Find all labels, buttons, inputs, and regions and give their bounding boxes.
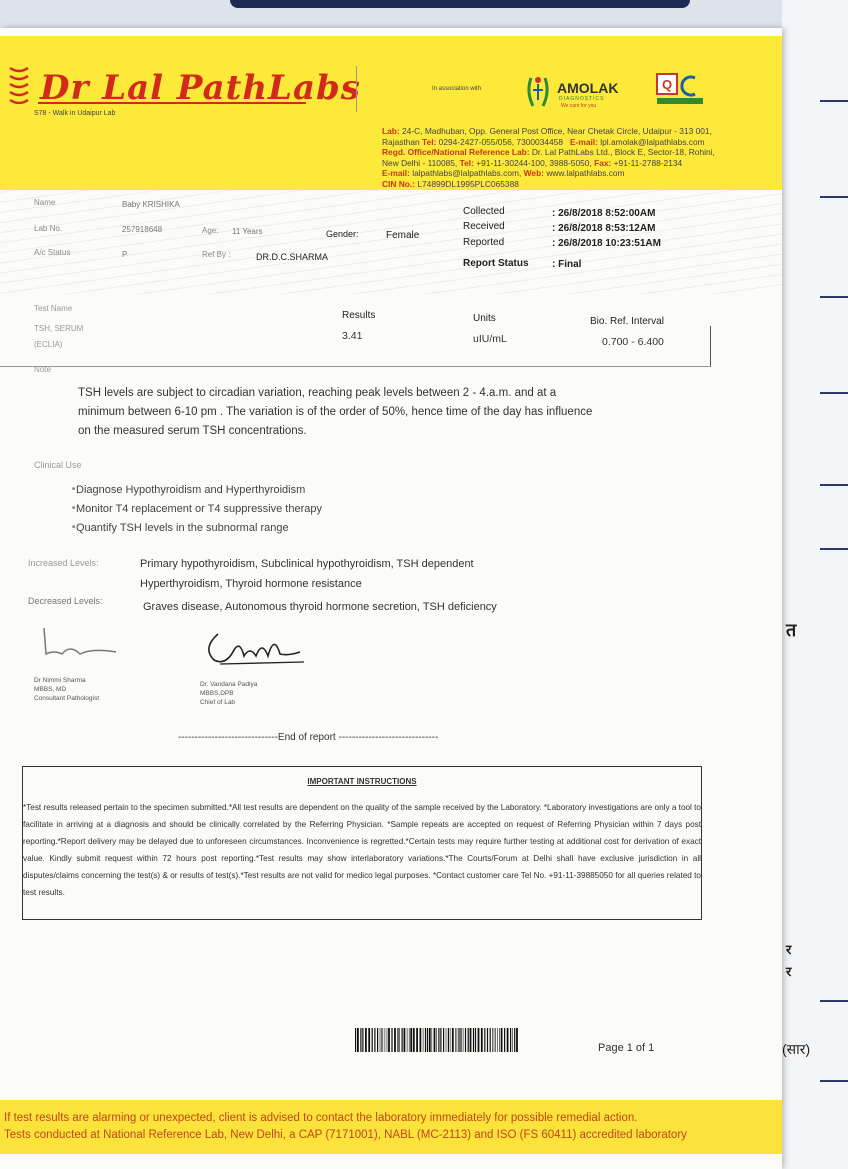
test-name-header: Test Name [34,304,73,313]
lab-address-block: Lab: 24-C, Madhuban, Opp. General Post Office, Near Chetak Circle, Udaipur - 313 001, Rajasthan Tel: 0294-2427-055/056, 7300034458 E-mail: lpl.amolak@lalpathlabs.com Regd. Office/National Reference Lab: Dr. Lal PathLabs Ltd., Block E, Sector-18, Rohini, New Delhi - 110085, Tel: +91-11-30244-100, 3988-5050, Fax: +91-11-2788-2134 E-mail: lalpathlabs@lalpathlabs.com, Web: www.lalpathlabs.com CIN No.: L74899DL1995PLC065388 [382,126,715,189]
signatory-1: Dr Nimmi Sharma MBBS, MD Consultant Pathologist [34,677,100,702]
patient-name: Baby KRISHIKA [122,200,180,209]
units-header: Units [473,313,496,324]
note-text [78,384,648,441]
collected-label: Collected [463,206,505,217]
patient-info-section [0,190,782,294]
table-line [820,484,848,486]
note-line: minimum between 6-10 pm . The variation is of the order of 50%, hence time of the day has influence [78,406,593,418]
amolak-logo-icon [525,70,551,110]
note-line: TSH levels are subject to circadian variation, reaching peak levels between 2 - 4.a.m. and at a [78,387,557,399]
underlying-page [782,0,848,1169]
signatory-2: Dr. Vandana Padiya MBBS,DPB Chief of Lab [200,681,258,706]
footer-accreditation: Tests conducted at National Reference Lab, New Delhi, a CAP (7171001), NABL (MC-2113) and ISO (FS 60411) accredited laboratory [4,1129,687,1141]
page-number: Page 1 of 1 [598,1042,655,1054]
table-line [820,548,848,550]
report-status-label: Report Status [463,258,529,269]
ac-status-value: P [122,250,128,259]
table-line [820,1000,848,1002]
result-value: 3.41 [342,330,363,342]
results-header: Results [342,310,376,321]
side-mark: र [786,942,792,957]
table-line [820,100,848,102]
ac-status-label: A/c Status [34,248,71,257]
gender-label: Gender: [326,229,359,239]
age-label: Age: [202,226,219,235]
age-value: 11 Years [232,227,263,236]
ref-by-value: DR.D.C.SHARMA [256,252,329,262]
collected-value: : 26/8/2018 8:52:00AM [552,208,656,219]
partner-tagline: We care for you [561,103,597,109]
association-label: In association with [432,86,482,92]
background-strip [0,0,848,28]
received-value: : 26/8/2018 8:53:12AM [552,223,656,234]
note-line: on the measured serum TSH concentrations. [78,425,307,437]
side-mark: (सार) [782,1041,811,1057]
ref-interval-header: Bio. Ref. Interval [590,316,664,327]
increased-levels-label: Increased Levels: [28,558,99,568]
clinical-item: ■ Monitor T4 replacement or T4 suppressive therapy [76,503,322,515]
brand-underline [38,102,306,104]
background-object [230,0,690,8]
increased-levels-text-2: Hyperthyroidism, Thyroid hormone resistance [140,578,362,590]
instructions-title: IMPORTANT INSTRUCTIONS [307,777,417,786]
brand-logo: Dr Lal PathLabs [40,68,361,108]
instructions-text: *Test results released pertain to the specimen submitted.*All test results are dependent on the quality of the sample received by the Laboratory. *Laboratory investigations are only a tool to facilitate in arriving at a diagnosis and should be clinically correlated by the Referring Physician. *Sample repeats are accepted on request of Referring Physician within 7 days post reporting.*Report delivery may be delayed due to unforeseen circumstances. Inconvenience is regretted.*Certain tests may require further testing at additional cost for derivation of exact value. Kindly submit request within 72 hours post reporting.*Test results may show interlaboratory variations.*The Courts/Forum at Delhi shall have exclusive jurisdiction in all disputes/claims concerning the test(s) & or results of test(s).*Test results are not valid for medico legal purposes. *Contact customer care Tel No. +91-11-39885050 for all queries related to test results. [23,803,701,897]
ref-by-label: Ref By : [202,250,231,259]
clinical-item: ■ Quantify TSH levels in the subnormal range [76,522,289,534]
partner-subtitle: DIAGNOSTICS [559,96,605,102]
reference-interval: 0.700 - 6.400 [602,336,664,348]
signature-2 [200,626,305,671]
barcode [355,1028,520,1052]
received-label: Received [463,221,505,232]
note-label: Note [34,365,51,374]
important-instructions-box [22,766,702,920]
decreased-levels-label: Decreased Levels: [28,596,103,606]
partner-name: AMOLAK [557,80,619,96]
name-label: Name [34,198,56,207]
table-line [820,1080,848,1082]
table-line [820,296,848,298]
side-mark: त [786,620,797,640]
report-page [0,28,782,1169]
gender-value: Female [386,230,420,241]
end-of-report: ------------------------------End of report ------------------------------ [178,732,439,743]
table-line [820,196,848,198]
test-name: TSH, SERUM [34,324,84,333]
decreased-levels-text: Graves disease, Autonomous thyroid hormone secretion, TSH deficiency [143,601,497,613]
divider [356,66,357,112]
dna-logo-icon [8,64,30,104]
footer-banner [0,1100,782,1154]
report-header [0,36,782,194]
reported-value: : 26/8/2018 10:23:51AM [552,238,661,249]
test-method: (ECLIA) [34,340,63,349]
signature-1 [40,624,120,664]
clinical-use-label: Clinical Use [34,460,82,470]
footer-warning: If test results are alarming or unexpected, client is advised to contact the laboratory immediately for possible remedial action. [4,1112,638,1124]
result-unit: uIU/mL [473,333,507,345]
reported-label: Reported [463,237,505,248]
side-mark: र [786,964,792,979]
clinical-item: ■ Diagnose Hypothyroidism and Hyperthyroidism [76,484,305,496]
iso-certification-icon [655,72,705,108]
report-status-value: : Final [552,259,582,270]
lab-branch: S78 - Walk in Udaipur Lab [34,110,116,117]
increased-levels-text: Primary hypothyroidism, Subclinical hypothyroidism, TSH dependent [140,558,474,570]
table-line [820,392,848,394]
lab-no-label: Lab No. [34,224,63,233]
lab-no-value: 257918648 [122,225,163,234]
svg-text:Q: Q [661,77,673,92]
